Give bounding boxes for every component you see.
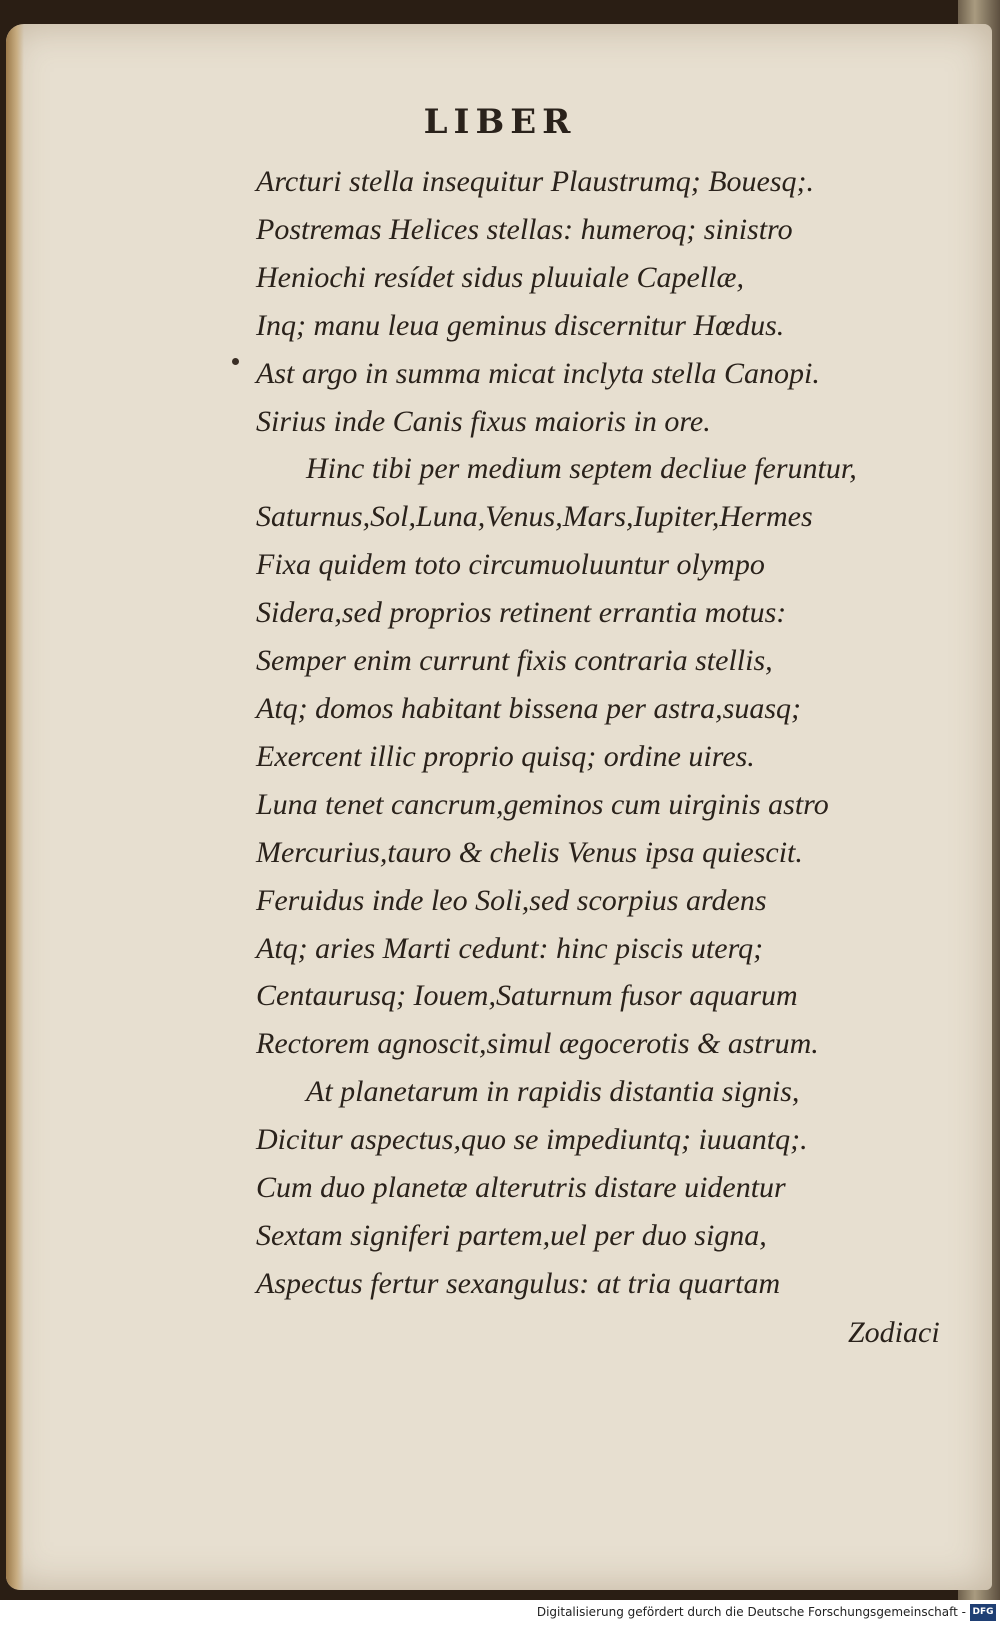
verse-line: Atq; domos habitant bissena per astra,suasq;: [256, 691, 802, 725]
dfg-logo: DFG: [970, 1604, 996, 1621]
verse-line: Sirius inde Canis fixus maioris in ore.: [256, 404, 711, 438]
verse-line: Aspectus fertur sexangulus: at tria quartam: [256, 1266, 781, 1300]
running-header: LIBER: [423, 102, 577, 142]
verse-line: Arcturi stella insequitur Plaustrumq; Bouesq;.: [256, 165, 815, 198]
verse-line: Ast argo in summa micat inclyta stella Canopi.: [256, 356, 820, 390]
verse-line: Feruidus inde leo Soli,sed scorpius ardens: [256, 883, 767, 917]
verse-line: Luna tenet cancrum,geminos cum uirginis astro: [256, 787, 829, 821]
verse-line: Postremas Helices stellas: humeroq; sinistro: [256, 212, 793, 246]
verse-line: Heniochi resídet sidus pluuiale Capellæ,: [256, 260, 745, 294]
page-left-edge: [6, 24, 24, 1590]
verse-line: Saturnus,Sol,Luna,Venus,Mars,Iupiter,Hermes: [256, 500, 813, 534]
footer-bar: [0, 1600, 1000, 1626]
verse-line: At planetarum in rapidis distantia signis,: [306, 1075, 800, 1109]
verse-line: Exercent illic proprio quisq; ordine uires.: [256, 739, 755, 773]
verse-line: Sidera,sed proprios retinent errantia motus:: [256, 596, 787, 630]
verse-line: Dicitur aspectus,quo se impediuntq; iuuantq;.: [256, 1123, 808, 1157]
verse-line: Hinc tibi per medium septem decliue feruntur,: [306, 452, 857, 486]
verse-line: Cum duo planetæ alterutris distare uidentur: [256, 1171, 786, 1205]
verse-line: Mercurius,tauro & chelis Venus ipsa quiescit.: [256, 835, 803, 869]
margin-dot: [232, 358, 239, 365]
verse-line: Centaurusq; Iouem,Saturnum fusor aquarum: [256, 979, 798, 1013]
catchword: Zodiaci: [848, 1316, 940, 1349]
verse-line: Fixa quidem toto circumuoluuntur olympo: [256, 548, 765, 582]
verse-text: [256, 158, 896, 1308]
verse-line: Atq; aries Marti cedunt: hinc piscis uterq;: [256, 931, 764, 965]
verse-line: Rectorem agnoscit,simul ægocerotis & astrum.: [256, 1027, 819, 1061]
verse-line: Semper enim currunt fixis contraria stellis,: [256, 644, 773, 678]
verse-line: Sextam signiferi partem,uel per duo signa,: [256, 1218, 767, 1252]
verse-line: Inq; manu leua geminus discernitur Hœdus.: [256, 308, 785, 342]
funding-credit: Digitalisierung gefördert durch die Deutsche Forschungsgemeinschaft -: [536, 1605, 966, 1619]
